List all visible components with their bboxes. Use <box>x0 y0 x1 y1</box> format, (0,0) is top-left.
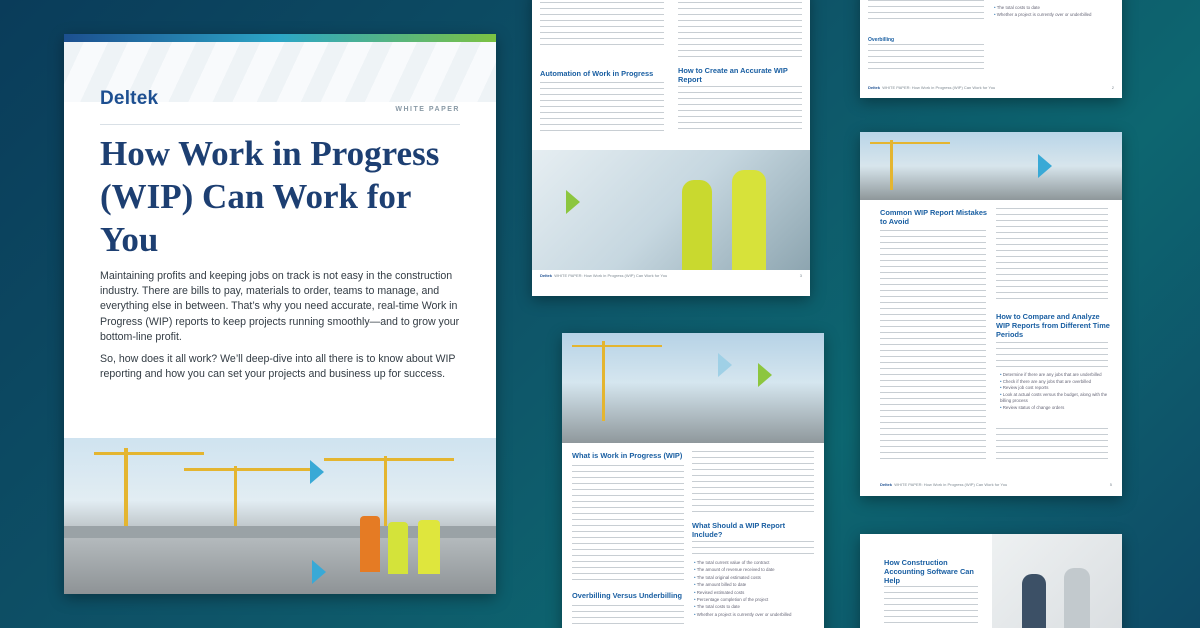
worker-figure <box>388 522 408 574</box>
sub-heading: Overbilling <box>868 37 895 43</box>
footer-text: WHITE PAPER: How Work in Progress (WIP) Can Work for You <box>554 273 668 278</box>
worker-figure <box>1064 568 1090 628</box>
list-item: • The total costs to date <box>994 4 1114 11</box>
list-item: • The amount of revenue received to date <box>694 566 814 573</box>
text-block <box>572 605 684 625</box>
chevron-arrow-icon <box>718 353 732 377</box>
crane-tower <box>602 341 605 421</box>
engineers-tablet-photo <box>532 150 810 270</box>
text-block <box>540 2 664 48</box>
chevron-arrow-icon <box>758 363 772 387</box>
doc-page-2-top <box>860 0 1122 98</box>
cover-page <box>64 34 496 594</box>
list-item: • Percentage completion of the project <box>694 596 814 603</box>
cover-title: How Work in Progress (WIP) Can Work for You <box>100 134 440 259</box>
text-block <box>572 465 684 585</box>
chevron-arrow-icon <box>312 560 326 584</box>
section-heading: How to Create an Accurate WIP Report <box>678 66 788 84</box>
crane-jib <box>94 452 204 455</box>
wip-report-checklist <box>694 559 814 618</box>
chevron-arrow-icon <box>310 460 324 484</box>
text-block <box>996 428 1108 462</box>
text-block <box>678 86 802 134</box>
crane-tower <box>384 456 387 536</box>
doc-page-2 <box>562 333 824 628</box>
list-item: • The amount billed to date <box>694 581 814 588</box>
section-heading: Overbilling Versus Underbilling <box>572 591 683 600</box>
text-block <box>880 230 986 462</box>
list-item: • Look at actual costs versus the budget, along with the billing process <box>1000 392 1112 405</box>
list-item: • Whether a project is currently over or underbilled <box>694 611 814 618</box>
crane-jib <box>572 345 662 347</box>
crane-jib <box>870 142 950 144</box>
chevron-arrow-icon <box>1038 154 1052 178</box>
text-block <box>868 44 984 74</box>
section-heading: How to Compare and Analyze WIP Reports from Different Time Periods <box>996 312 1110 339</box>
doc-page-6 <box>860 534 1122 628</box>
cover-divider <box>100 124 460 125</box>
construction-site-photo <box>562 333 824 443</box>
construction-site-photo <box>64 438 496 594</box>
engineers-blueprint-photo <box>992 534 1122 628</box>
cover-intro-paragraph: Maintaining profits and keeping jobs on track is not easy in the construction industry. There are bills to pay, materials to order, teams to manage, and everything else in between. That’s why you need accurate, real-time Work in Progress (WIP) reports to keep projects running smoothly—and to grow your bottom-line profit. <box>100 270 460 343</box>
section-heading: How Construction Accounting Software Can Help <box>884 558 974 585</box>
section-heading: Automation of Work in Progress <box>540 69 654 78</box>
cover-intro-paragraph-2: So, how does it all work? We’ll deep-dive into all there is to know about WIP reporting and how you can set your projects and business up for success. <box>100 353 456 381</box>
text-block <box>996 208 1108 304</box>
page-footer: Deltek WHITE PAPER: How Work in Progress (WIP) Can Work for You <box>540 273 668 278</box>
list-item: • Review job cost reports <box>1000 385 1112 392</box>
footer-text: WHITE PAPER: How Work in Progress (WIP) Can Work for You <box>882 85 996 90</box>
deltek-logo: Deltek <box>100 88 159 109</box>
page-number: 3 <box>799 273 802 278</box>
crane-jib <box>184 468 314 471</box>
text-block <box>692 451 814 517</box>
text-block <box>996 342 1108 370</box>
page-number: 2 <box>1111 85 1114 90</box>
construction-site-photo <box>860 132 1122 200</box>
white-paper-label: WHITE PAPER <box>395 106 460 113</box>
list-item: • Revised estimated costs <box>694 589 814 596</box>
worker-figure <box>682 180 712 270</box>
page-number: 5 <box>1109 482 1112 487</box>
text-block <box>692 541 814 555</box>
list-item: • The total current value of the contract <box>694 559 814 566</box>
text-block <box>868 0 984 24</box>
text-block <box>540 82 664 136</box>
worker-figure <box>360 516 380 572</box>
page-footer: Deltek WHITE PAPER: How Work in Progress (WIP) Can Work for You <box>880 482 1008 487</box>
wip-report-checklist <box>994 4 1114 19</box>
worker-figure <box>732 170 766 270</box>
list-item: • Check if there are any jobs that are overbilled <box>1000 379 1112 386</box>
doc-page-5 <box>860 132 1122 496</box>
footer-text: WHITE PAPER: How Work in Progress (WIP) Can Work for You <box>894 482 1008 487</box>
text-block <box>678 2 802 62</box>
list-item: • Review status of change orders <box>1000 405 1112 412</box>
crane-jib <box>324 458 454 461</box>
list-item: • Whether a project is currently over or underbilled <box>994 11 1114 18</box>
doc-page-3 <box>532 0 810 296</box>
text-block <box>884 586 978 626</box>
list-item: • The total costs to date <box>694 603 814 610</box>
list-item: • The total original estimated costs <box>694 574 814 581</box>
chevron-arrow-icon <box>566 190 580 214</box>
worker-figure <box>1022 574 1046 628</box>
section-heading: What Should a WIP Report Include? <box>692 521 786 539</box>
compare-steps-list <box>1000 372 1112 412</box>
list-item: • Determine if there are any jobs that are underbilled <box>1000 372 1112 379</box>
crane-tower <box>124 448 128 538</box>
section-heading: What is Work in Progress (WIP) <box>572 451 683 460</box>
section-heading: Common WIP Report Mistakes to Avoid <box>880 208 988 226</box>
crane-tower <box>890 140 893 190</box>
worker-figure <box>418 520 440 574</box>
page-footer: Deltek WHITE PAPER: How Work in Progress (WIP) Can Work for You <box>868 85 996 90</box>
cover-top-bar <box>64 34 496 42</box>
